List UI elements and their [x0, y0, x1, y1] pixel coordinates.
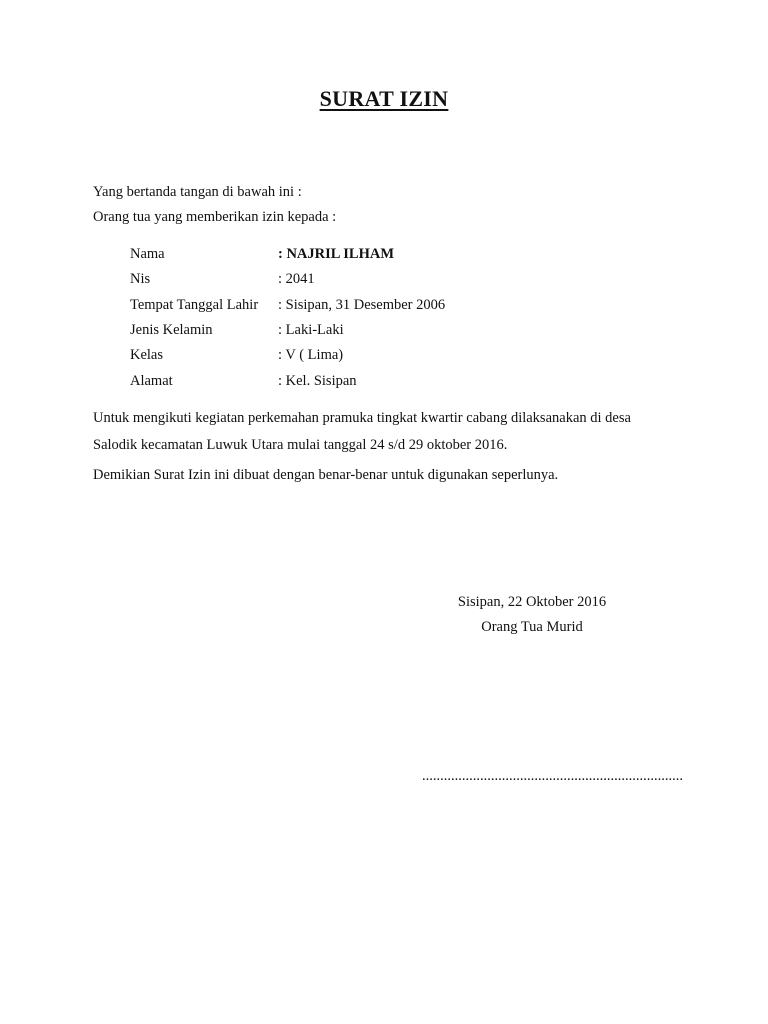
field-row-nis — [130, 267, 445, 292]
place-date: Sisipan, 22 Oktober 2016 — [457, 594, 607, 610]
field-row-jenis-kelamin — [130, 318, 445, 343]
purpose-paragraph — [93, 405, 693, 459]
field-label-nis: Nis — [130, 271, 151, 288]
field-label-alamat: Alamat — [130, 372, 173, 389]
signer-role: Orang Tua Murid — [481, 619, 583, 635]
intro-block — [93, 180, 336, 230]
field-label-jenis-kelamin: Jenis Kelamin — [130, 322, 213, 339]
signature-block — [422, 590, 642, 640]
field-value-nama: : NAJRIL ILHAM — [278, 246, 395, 263]
purpose-line-1: Untuk mengikuti kegiatan perkemahan pramuka tingkat kwartir cabang dilaksanakan di desa — [93, 410, 631, 426]
field-row-ttl — [130, 293, 445, 318]
field-value-alamat: : Kel. Sisipan — [278, 372, 357, 389]
field-value-nis: : 2041 — [278, 271, 315, 288]
field-row-kelas — [130, 343, 445, 368]
field-value-ttl: : Sisipan, 31 Desember 2006 — [278, 296, 446, 313]
field-row-nama — [130, 242, 445, 267]
purpose-line-2: Salodik kecamatan Luwuk Utara mulai tanggal 24 s/d 29 oktober 2016. — [93, 437, 508, 453]
signature-line: ........................................................................ — [422, 768, 683, 784]
closing-paragraph: Demikian Surat Izin ini dibuat dengan benar-benar untuk digunakan seperlunya. — [93, 467, 559, 483]
field-label-nama: Nama — [130, 246, 165, 263]
field-label-ttl: Tempat Tanggal Lahir — [130, 296, 259, 313]
student-details-table — [130, 242, 445, 394]
field-label-kelas: Kelas — [130, 347, 164, 364]
letter-title: SURAT IZIN — [319, 86, 449, 111]
intro-line-2: Orang tua yang memberikan izin kepada : — [93, 209, 337, 225]
intro-line-1: Yang bertanda tangan di bawah ini : — [93, 184, 302, 200]
field-row-alamat — [130, 368, 445, 393]
field-value-jenis-kelamin: : Laki-Laki — [278, 322, 344, 339]
field-value-kelas: : V ( Lima) — [278, 347, 344, 364]
